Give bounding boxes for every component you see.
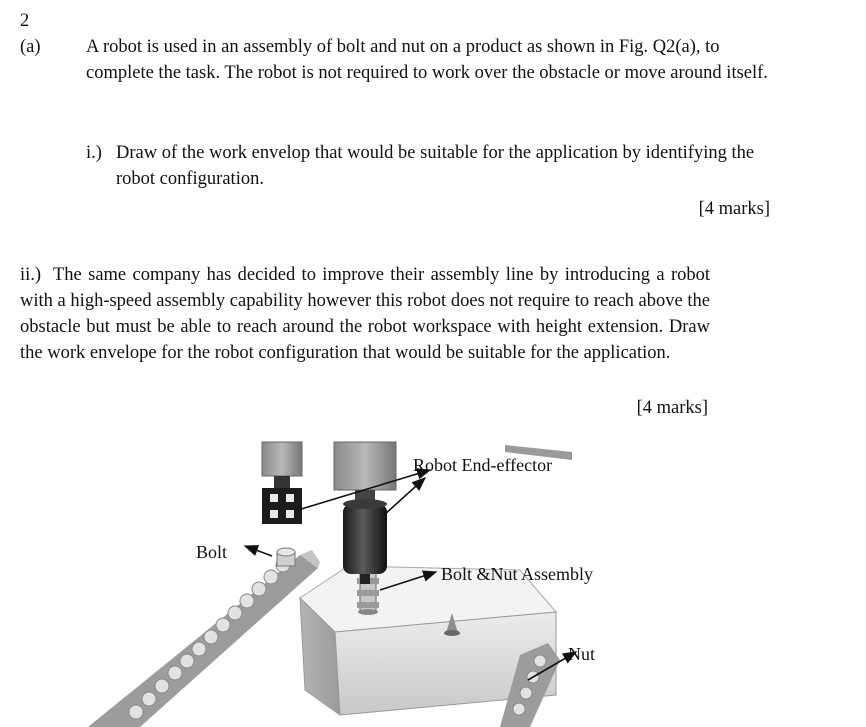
- sub-i-label: i.): [86, 143, 102, 163]
- sub-ii-body: The same company has decided to improve their assembly line by introducing a robot with a high-speed assembly capability however this robot does not require to reach above the obstacle but must be able to reach around the robot workspace with height extension. Draw the work envelope for the robot configuration that would be suitable for the application.: [20, 265, 710, 363]
- bolt-arrow: [245, 546, 272, 556]
- left-robot-gripper: [262, 442, 302, 524]
- question-number: 2: [20, 11, 30, 31]
- label-nut: Nut: [568, 644, 595, 664]
- sub-i-marks: [4 marks]: [698, 199, 770, 219]
- label-end-effector: Robot End-effector: [413, 455, 553, 475]
- sub-ii-label: ii.): [20, 265, 42, 285]
- sub-i-text: Draw of the work envelop that would be suitable for the application by identifying the robot configuration.: [116, 143, 755, 189]
- left-conveyor: [88, 550, 320, 727]
- part-label: (a): [20, 37, 41, 57]
- sub-ii-marks: [4 marks]: [636, 398, 708, 418]
- bolt-part: [277, 548, 295, 566]
- label-assembly: Bolt &Nut Assembly: [441, 564, 594, 584]
- label-bolt: Bolt: [196, 542, 228, 562]
- question-intro: A robot is used in an assembly of bolt and nut on a product as shown in Fig. Q2(a), to complete the task. The robot is not required to work over the obstacle or move around itself.: [86, 37, 768, 83]
